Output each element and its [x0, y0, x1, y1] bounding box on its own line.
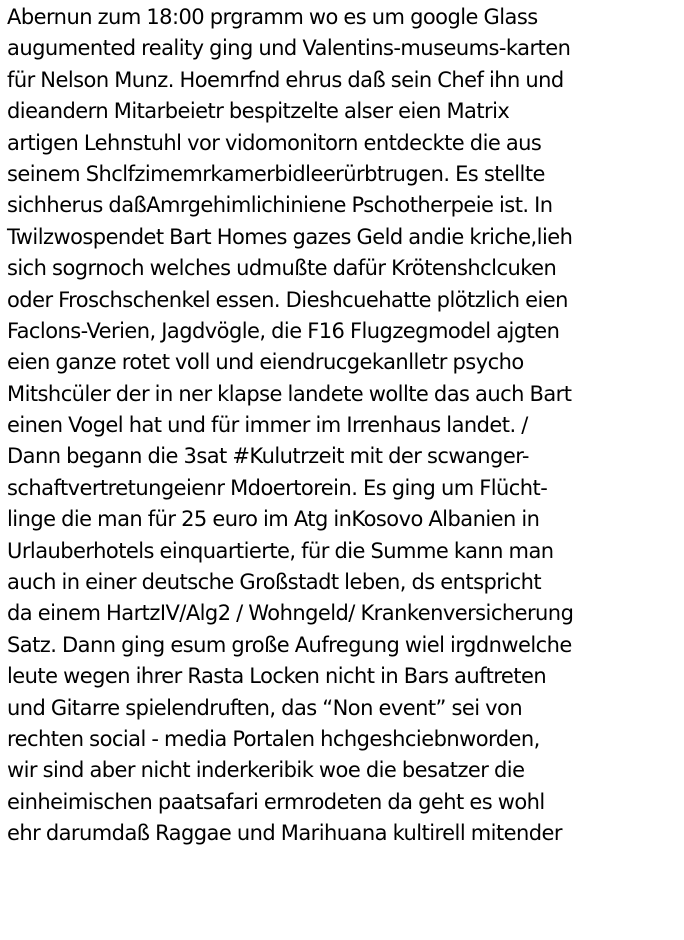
text-line: da einem HartzIV/Alg2 / Wohngeld/ Krankenversicherung	[7, 601, 574, 626]
text-line: wir sind aber nicht inderkeribik woe die besatzer die	[7, 758, 525, 783]
text-line: Faclons-Verien, Jagdvögle, die F16 Flugzegmodel ajgten	[7, 318, 560, 343]
text-line: seinem Shclfzimemrkamerbidleerürbtrugen. Es stellte	[7, 161, 545, 186]
text-line: für Nelson Munz. Hoemrfnd ehrus daß sein Chef ihn und	[7, 67, 564, 92]
text-line: Mitshcüler der in ner klapse landete wollte das auch Bart	[7, 381, 572, 406]
text-line: artigen Lehnstuhl vor vidomonitorn entdeckte die aus	[7, 130, 542, 155]
text-line: schaftvertretungeienr Mdoertorein. Es ging um Flücht-	[7, 475, 548, 500]
text-line: dieandern Mitarbeietr bespitzelte alser eien Matrix	[7, 99, 510, 124]
text-line: oder Froschschenkel essen. Dieshcuehatte plötzlich eien	[7, 287, 568, 312]
text-line: auch in einer deutsche Großstadt leben, ds entspricht	[7, 570, 542, 595]
text-line: sichherus daßAmrgehimlichiniene Pschotherpeie ist. In	[7, 193, 553, 218]
text-line: eien ganze rotet voll und eiendrucgekanlletr psycho	[7, 350, 524, 375]
text-line: einheimischen paatsafari ermrodeten da geht es wohl	[7, 789, 545, 814]
text-line: ehr darumdaß Raggae und Marihuana kultirell mitender	[7, 821, 562, 846]
text-line: Twilzwospendet Bart Homes gazes Geld andie kriche,lieh	[7, 224, 573, 249]
text-line: augumented reality ging und Valentins-museums-karten	[7, 36, 571, 61]
text-line: Satz. Dann ging esum große Aufregung wiel irgdnwelche	[7, 632, 572, 657]
text-line: sich sogrnoch welches udmußte dafür Krötenshclcuken	[7, 256, 557, 281]
text-line: linge die man für 25 euro im Atg inKosovo Albanien in	[7, 507, 540, 532]
text-line: rechten social - media Portalen hchgeshciebnworden,	[7, 726, 540, 751]
text-line: Urlauberhotels einquartierte, für die Summe kann man	[7, 538, 554, 563]
text-line: Dann begann die 3sat #Kulutrzeit mit der scwanger-	[7, 444, 529, 469]
text-line: und Gitarre spielendruften, das “Non event” sei von	[7, 695, 523, 720]
body-text	[7, 2, 683, 850]
text-line: Abernun zum 18:00 prgramm wo es um google Glass	[7, 5, 538, 29]
text-line: leute wegen ihrer Rasta Locken nicht in Bars auftreten	[7, 664, 547, 689]
text-line: einen Vogel hat und für immer im Irrenhaus landet. /	[7, 413, 528, 438]
